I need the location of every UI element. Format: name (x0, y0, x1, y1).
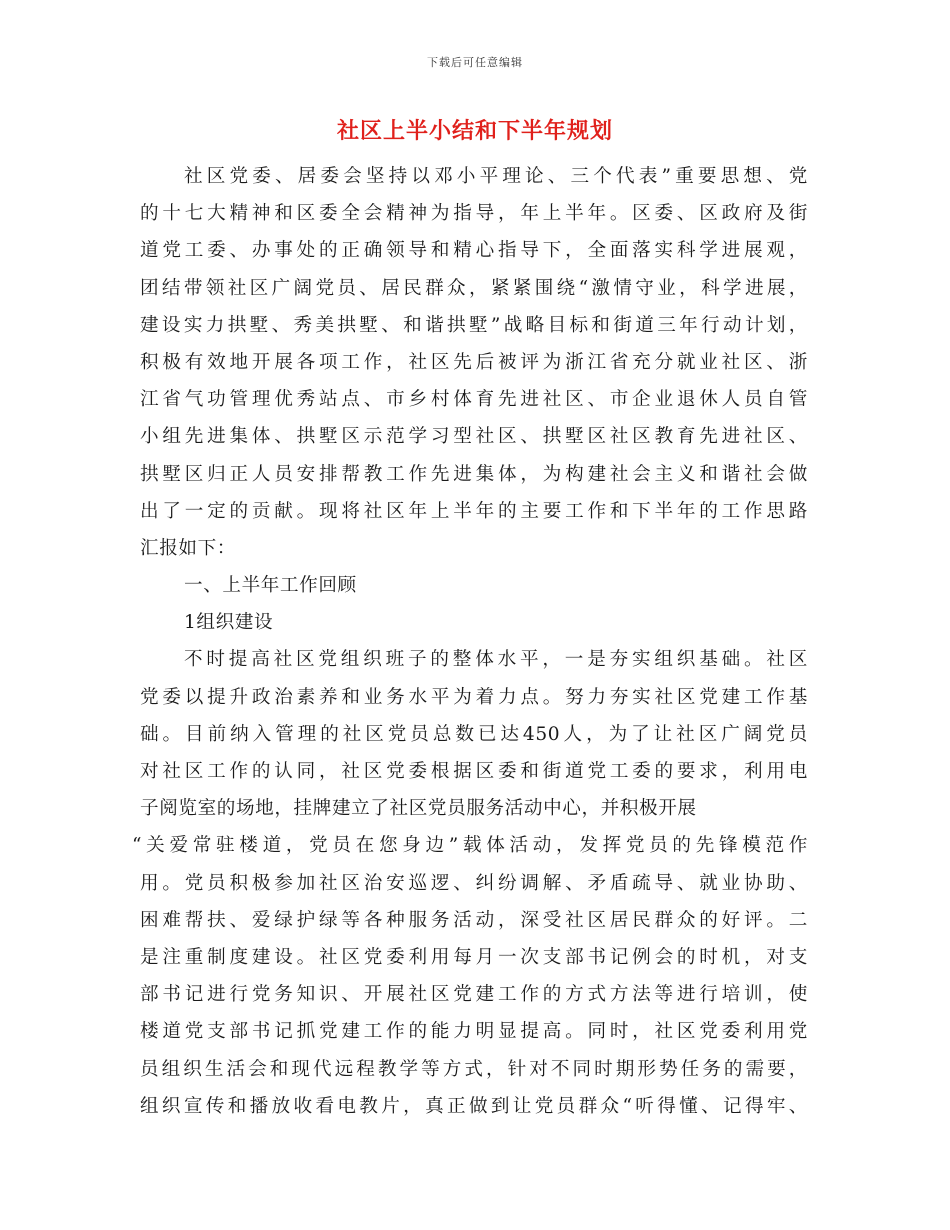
body-line: 党委以提升政治素养和业务水平为着力点。努力夯实社区党建工作基 (140, 686, 808, 708)
body-line: 一、上半年工作回顾 (184, 575, 357, 597)
body-line: 础。目前纳入管理的社区党员总数已达450人，为了让社区广阔党员 (140, 723, 808, 745)
body-line: 用。党员积极参加社区治安巡逻、纠纷调解、矛盾疏导、就业协助、 (140, 872, 808, 894)
body-line: 积极有效地开展各项工作，社区先后被评为浙江省充分就业社区、浙 (140, 351, 808, 373)
body-line: 不时提高社区党组织班子的整体水平，一是夯实组织基础。社区 (184, 649, 808, 671)
body-line: “关爱常驻楼道，党员在您身边”载体活动，发挥党员的先锋模范作 (132, 835, 808, 857)
document-title: 社区上半小结和下半年规划 (336, 118, 613, 144)
document-body (132, 158, 808, 1125)
body-line: 楼道党支部书记抓党建工作的能力明显提高。同时，社区党委利用党 (140, 1021, 808, 1043)
body-line: 江省气功管理优秀站点、市乡村体育先进社区、市企业退休人员自管 (140, 389, 808, 411)
body-line: 团结带领社区广阔党员、居民群众，紧紧围绕“激情守业，科学进展， (140, 277, 808, 299)
body-line: 道党工委、办事处的正确领导和精心指导下，全面落实科学进展观， (140, 240, 808, 262)
body-line: 1组织建设 (184, 612, 274, 634)
body-line: 拱墅区归正人员安排帮教工作先进集体，为构建社会主义和谐社会做 (140, 463, 808, 485)
body-line: 困难帮扶、爱绿护绿等各种服务活动，深受社区居民群众的好评。二 (140, 909, 808, 931)
body-line: 小组先进集体、拱墅区示范学习型社区、拱墅区社区教育先进社区、 (140, 426, 808, 448)
body-line: 汇报如下： (140, 537, 236, 559)
body-line: 员组织生活会和现代远程教学等方式，针对不同时期形势任务的需要， (140, 1058, 808, 1080)
body-line: 子阅览室的场地，挂牌建立了社区党员服务活动中心，并积极开展 (140, 798, 697, 820)
body-line: 建设实力拱墅、秀美拱墅、和谐拱墅”战略目标和街道三年行动计划， (140, 314, 808, 336)
body-line: 社区党委、居委会坚持以邓小平理论、三个代表”重要思想、党 (184, 166, 808, 187)
body-line: 出了一定的贡献。现将社区年上半年的主要工作和下半年的工作思路 (140, 500, 808, 522)
page-header-note: 下载后可任意编辑 (427, 56, 523, 69)
body-line: 对社区工作的认同，社区党委根据区委和街道党工委的要求，利用电 (140, 761, 808, 782)
body-line: 组织宣传和播放收看电教片，真正做到让党员群众“听得懂、记得牢、 (140, 1095, 808, 1117)
body-line: 部书记进行党务知识、开展社区党建工作的方式方法等进行培训，使 (140, 984, 808, 1006)
body-line: 的十七大精神和区委全会精神为指导，年上半年。区委、区政府及街 (140, 203, 808, 225)
body-line: 是注重制度建设。社区党委利用每月一次支部书记例会的时机，对支 (140, 946, 808, 968)
